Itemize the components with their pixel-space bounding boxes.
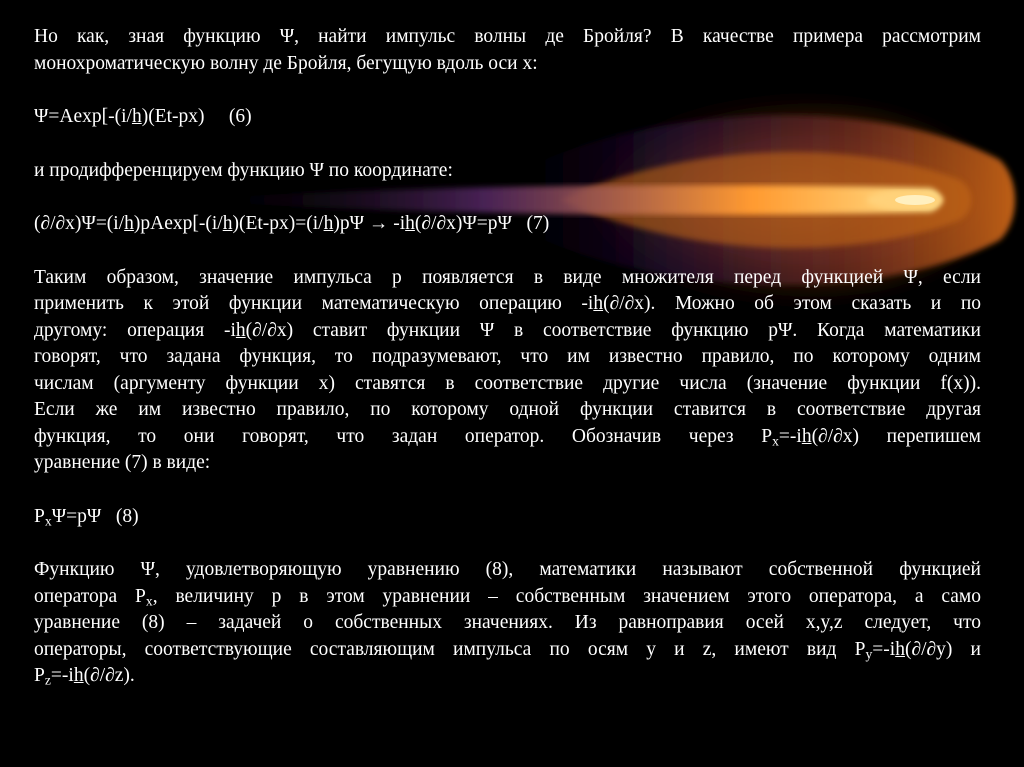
equation-8-number: (8) <box>115 505 139 527</box>
paragraph-momentum-line-8: уравнение (7) в виде: <box>34 452 211 473</box>
paragraph-momentum-line-1: Таким образом, значение импульса p появляется в виде множителя перед функцией Ψ, если <box>34 266 981 288</box>
paragraph-momentum-line-3: другому: операция -ih(∂/∂x) ставит функции Ψ в соответствие функцию pΨ. Когда математики <box>34 319 981 341</box>
equation-6-number: (6) <box>228 106 252 127</box>
paragraph-momentum-line-5: числам (аргументу функции x) ставятся в соответствие другие числа (значение функции f(x)). <box>34 372 981 394</box>
paragraph-intro-line-2: монохроматическую волну де Бройля, бегущую вдоль оси x: <box>34 52 538 74</box>
paragraph-differentiate: и продифференцируем функцию Ψ по координате: <box>34 159 453 181</box>
paragraph-momentum-line-6: Если же им известно правило, по которому одной функции ставится в соответствие другая <box>34 399 981 420</box>
equation-7-number: (7) <box>526 213 550 234</box>
paragraph-eigen-line-3: уравнение (8) – задачей о собственных значениях. Из равноправия осей x,y,z следует, что <box>34 612 981 633</box>
paragraph-eigen-line-1: Функцию Ψ, удовлетворяющую уравнению (8), математики называют собственной функцией <box>34 559 981 580</box>
paragraph-eigen-line-5: $P_z=-ih(\partial/\partial z)$. <box>34 665 135 688</box>
equation-6: Ψ=Aexp[-(i/h)(Et-px) (6) <box>34 106 252 127</box>
paragraph-momentum-line-7: функция, то они говорят, что задан оператор. Обозначив через $P_x=-ih(\partial/\partial x)$ перепишем <box>34 425 982 448</box>
paragraph-intro-line-1: Но как, зная функцию Ψ, найти импульс волны де Бройля? В качестве примера рассмотрим <box>34 26 981 47</box>
paragraph-eigen-line-2: оператора $P_x$, величину p в этом уравнении – собственным значением этого оператора, а само <box>34 585 981 608</box>
arrow-right-icon: → <box>368 213 389 234</box>
equation-7: (∂/∂x)Ψ=(i/h)pAexp[-(i/h)(Et-px)=(i/h)pΨ → -ih(∂/∂x)Ψ=pΨ (7) <box>34 213 550 234</box>
slide-text <box>34 24 981 690</box>
equation-8: $P_x\Psi=p\Psi$ (8) <box>34 505 139 528</box>
paragraph-eigen-line-4: операторы, соответствующие составляющим импульса по осям y и z, имеют вид $P_y=-ih(\partial/\partial y)$ и <box>34 638 981 661</box>
paragraph-momentum-line-4: говорят, что задана функция, то подразумевают, что им известно правило, по которому одним <box>34 346 981 367</box>
paragraph-momentum-line-2: применить к этой функции математическую операцию -ih(∂/∂x). Можно об этом сказать и по <box>34 293 982 314</box>
